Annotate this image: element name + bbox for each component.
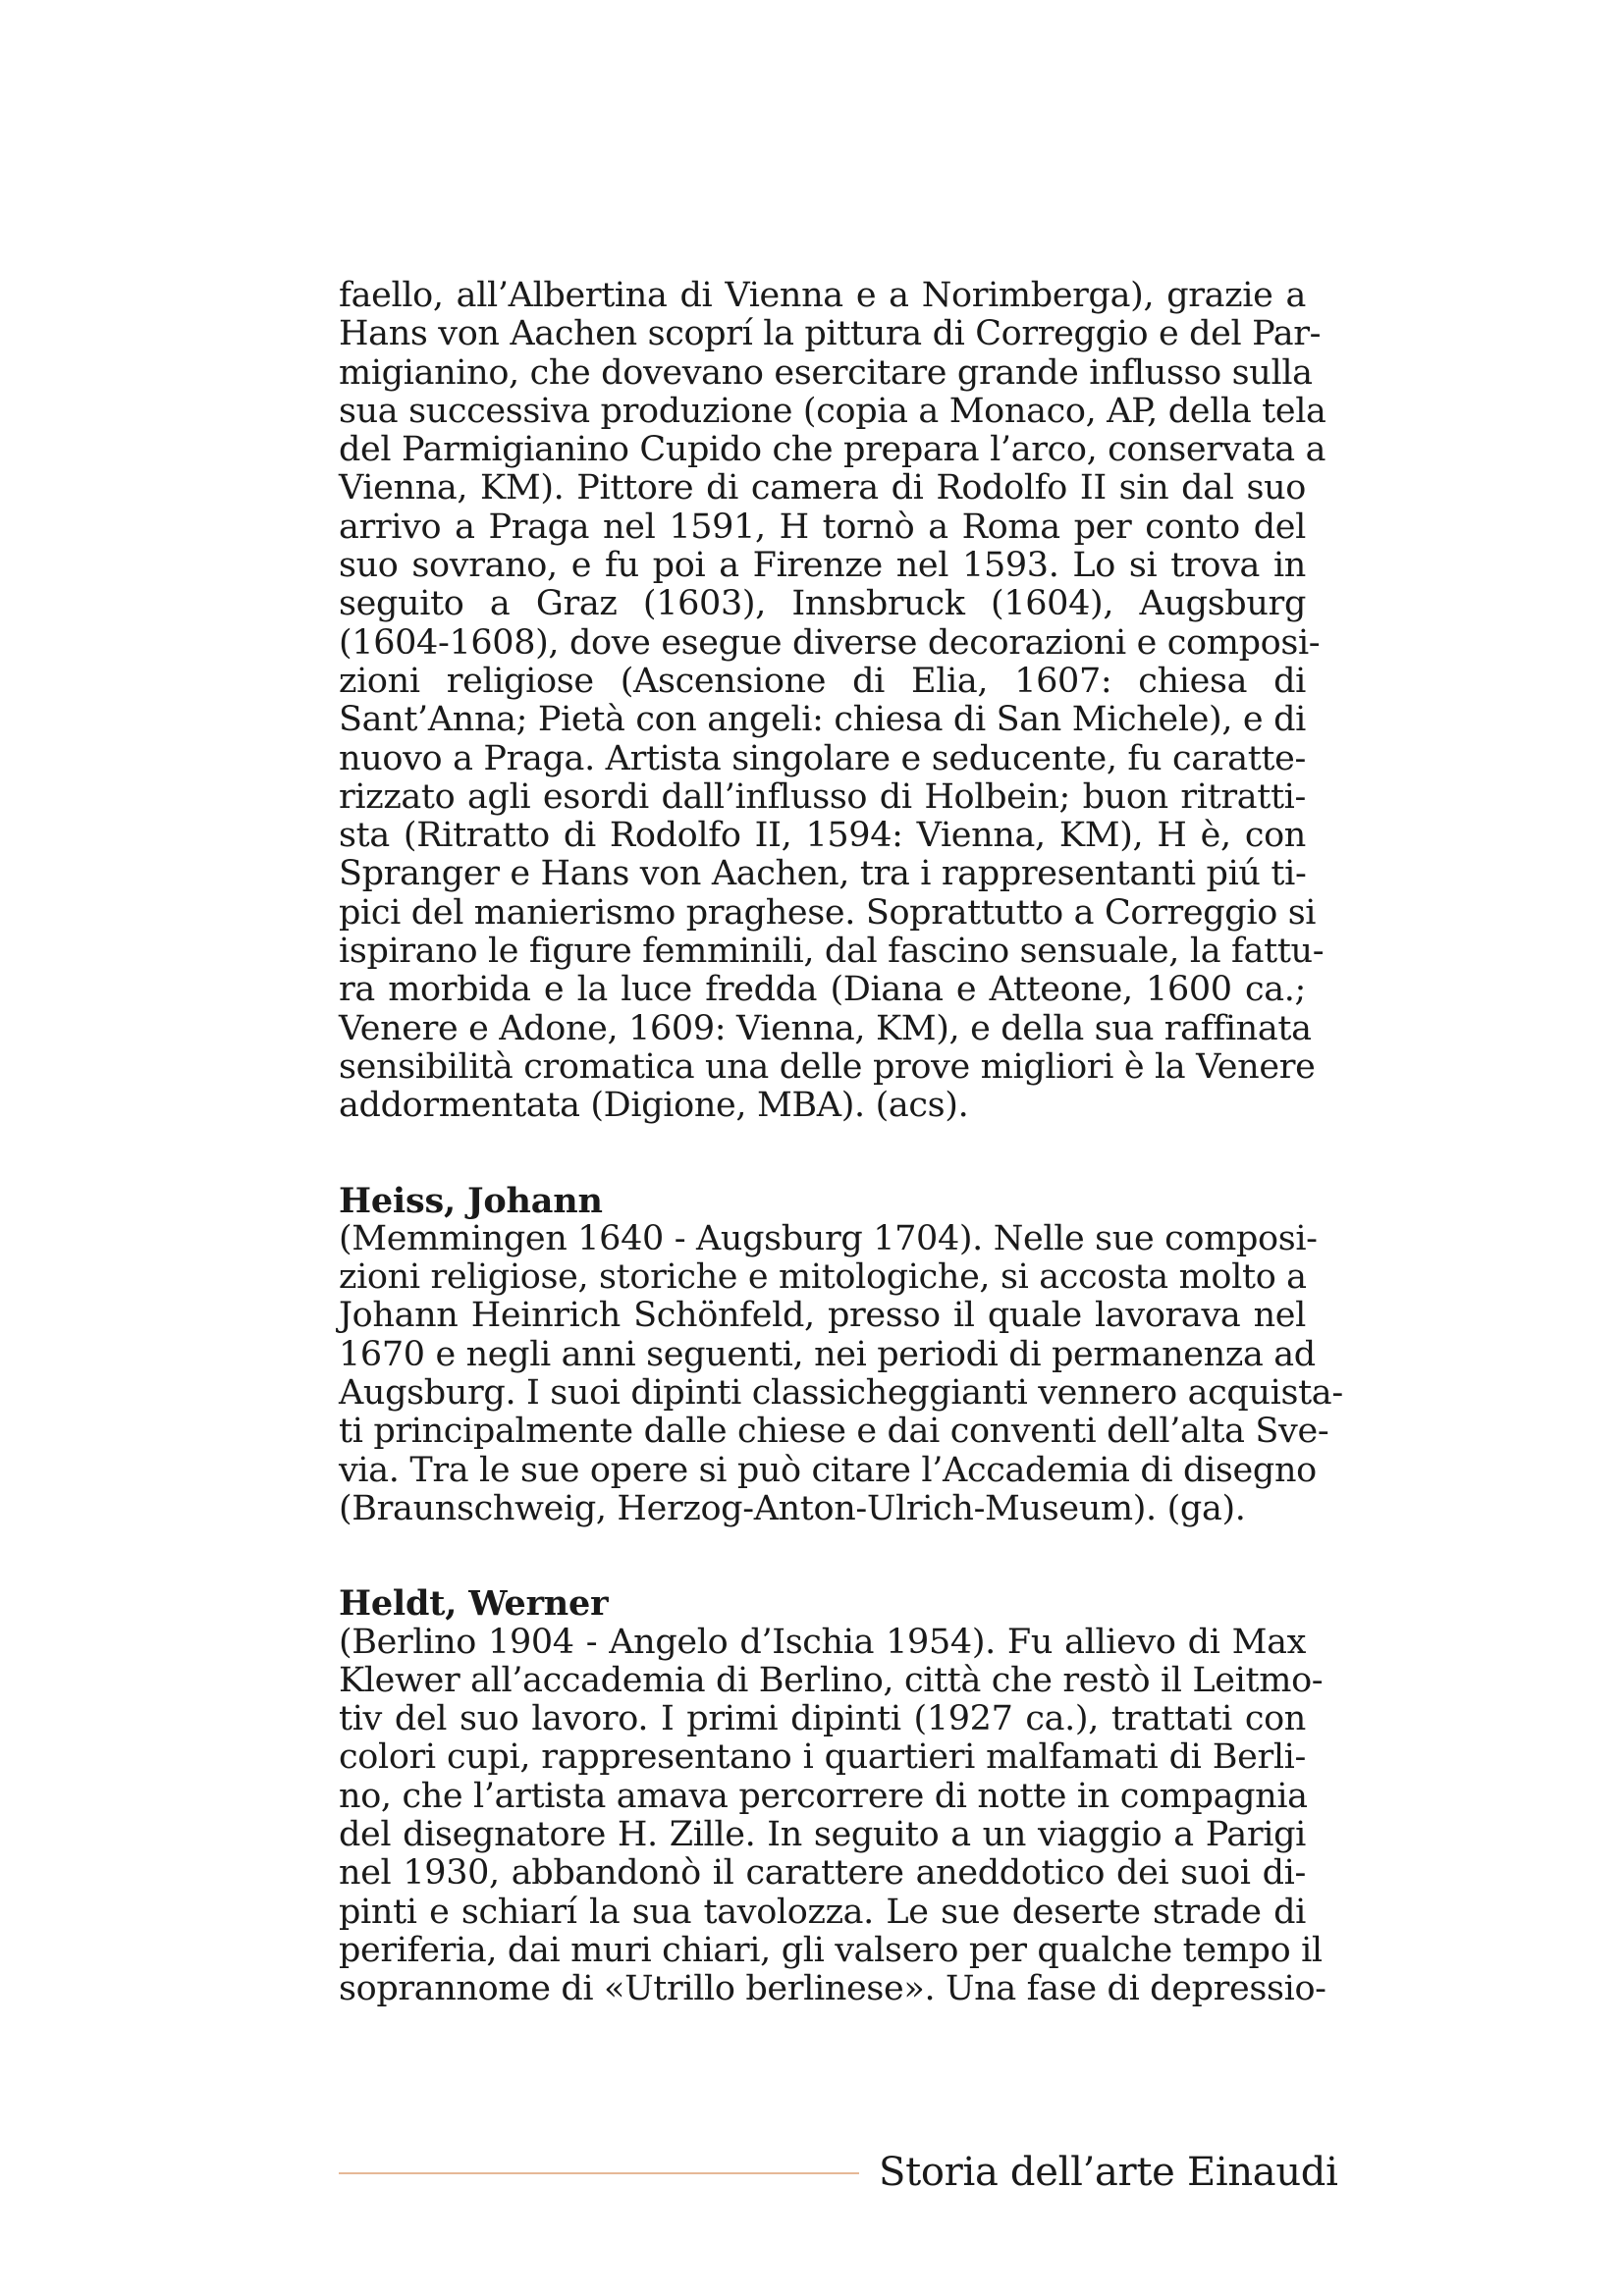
text-line: del disegnatore H. Zille. In seguito a un viaggio a Parigi bbox=[339, 1814, 1306, 1854]
text-line: ispirano le figure femminili, dal fascino sensuale, la fattu- bbox=[339, 932, 1325, 972]
text-line: Spranger e Hans von Aachen, tra i rappresentanti piú ti- bbox=[339, 854, 1307, 894]
text-line: zioni religiose, storiche e mitologiche, si accosta molto a bbox=[339, 1257, 1307, 1298]
text-line: nel 1930, abbandonò il carattere aneddotico dei suoi di- bbox=[339, 1853, 1306, 1894]
text-line: (1604-1608), dove esegue diverse decorazioni e composi- bbox=[339, 622, 1321, 663]
text-line: (Berlino 1904 - Angelo d’Ischia 1954). Fu allievo di Max bbox=[339, 1622, 1306, 1662]
text-line: 1670 e negli anni seguenti, nei periodi di permanenza ad bbox=[339, 1334, 1316, 1374]
text-line: addormentata (Digione, MBA). (acs). bbox=[339, 1086, 969, 1126]
entry-continuation bbox=[339, 276, 1326, 1126]
text-line: zioni religiose (Ascensione di Elia, 1607: chiesa di bbox=[339, 661, 1306, 701]
text-line: rizzato agli esordi dall’influsso di Holbein; buon ritratti- bbox=[339, 776, 1306, 817]
text-line: tiv del suo lavoro. I primi dipinti (1927 ca.), trattati con bbox=[339, 1699, 1306, 1739]
text-line: Johann Heinrich Schönfeld, presso il quale lavorava nel bbox=[339, 1296, 1306, 1336]
text-line: soprannome di «Utrillo berlinese». Una fase di depressio- bbox=[339, 1969, 1326, 2009]
page-body bbox=[339, 276, 1343, 2009]
text-line: (Memmingen 1640 - Augsburg 1704). Nelle sue composi- bbox=[339, 1218, 1318, 1258]
footer-divider bbox=[339, 2172, 859, 2174]
text-line: pici del manierismo praghese. Soprattutto a Correggio si bbox=[339, 892, 1317, 933]
text-line: sta (Ritratto di Rodolfo II, 1594: Vienna, KM), H è, con bbox=[339, 816, 1306, 856]
text-line: Venere e Adone, 1609: Vienna, KM), e della sua raffinata bbox=[339, 1008, 1312, 1048]
text-line: sua successiva produzione (copia a Monaco, AP, della tela bbox=[339, 391, 1326, 431]
text-line: Klewer all’accademia di Berlino, città che restò il Leitmo- bbox=[339, 1660, 1324, 1700]
entry-heading: Heiss, Johann bbox=[339, 1180, 603, 1221]
entry-heading: Heldt, Werner bbox=[339, 1583, 609, 1625]
text-line: (Braunschweig, Herzog-Anton-Ulrich-Museum). (ga). bbox=[339, 1488, 1246, 1528]
footer-title: Storia dell’arte Einaudi bbox=[879, 2150, 1338, 2195]
text-line: Vienna, KM). Pittore di camera di Rodolfo II sin dal suo bbox=[339, 468, 1306, 508]
text-line: ra morbida e la luce fredda (Diana e Atteone, 1600 ca.; bbox=[339, 970, 1306, 1010]
text-line: del Parmigianino Cupido che prepara l’arco, conservata a bbox=[339, 430, 1326, 470]
text-line: nuovo a Praga. Artista singolare e seducente, fu caratte- bbox=[339, 738, 1306, 778]
entry-heldt-werner bbox=[339, 1583, 1326, 2009]
text-line: seguito a Graz (1603), Innsbruck (1604), Augsburg bbox=[339, 584, 1306, 624]
text-line: no, che l’artista amava percorrere di notte in compagnia bbox=[339, 1776, 1308, 1816]
text-line: colori cupi, rappresentano i quartieri malfamati di Berli- bbox=[339, 1737, 1306, 1778]
text-line: pinti e schiarí la sua tavolozza. Le sue deserte strade di bbox=[339, 1892, 1306, 1932]
text-line: suo sovrano, e fu poi a Firenze nel 1593. Lo si trova in bbox=[339, 546, 1306, 586]
entry-heiss-johann bbox=[339, 1180, 1343, 1529]
text-line: arrivo a Praga nel 1591, H tornò a Roma per conto del bbox=[339, 507, 1306, 547]
text-line: faello, all’Albertina di Vienna e a Norimberga), grazie a bbox=[339, 276, 1306, 315]
text-line: ti principalmente dalle chiese e dai conventi dell’alta Sve- bbox=[339, 1412, 1329, 1452]
text-line: via. Tra le sue opere si può citare l’Accademia di disegno bbox=[339, 1450, 1317, 1490]
text-line: Sant’Anna; Pietà con angeli: chiesa di San Michele), e di bbox=[339, 700, 1306, 740]
text-line: migianino, che dovevano esercitare grande influsso sulla bbox=[339, 352, 1313, 393]
text-line: Hans von Aachen scoprí la pittura di Correggio e del Par- bbox=[339, 314, 1322, 354]
text-line: Augsburg. I suoi dipinti classicheggianti vennero acquista- bbox=[339, 1373, 1343, 1414]
text-line: sensibilità cromatica una delle prove migliori è la Venere bbox=[339, 1046, 1316, 1087]
text-line: periferia, dai muri chiari, gli valsero per qualche tempo il bbox=[339, 1930, 1323, 1970]
